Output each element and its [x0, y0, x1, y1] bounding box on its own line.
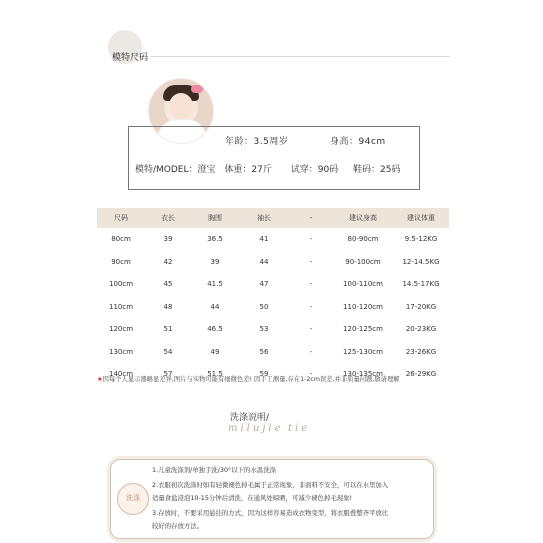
table-cell: 51	[163, 325, 173, 334]
model-tryon: 试穿：90码	[290, 165, 339, 175]
table-cell: 17-20KG	[405, 302, 437, 311]
model-shoe: 鞋码：25码	[353, 165, 401, 175]
size-table	[97, 208, 449, 386]
table-row	[97, 341, 449, 364]
table-cell: 41.5	[207, 280, 223, 289]
model-name: 模特/MODEL：澄宝	[135, 165, 216, 175]
table-row	[97, 251, 449, 274]
table-cell: 130-135cm	[343, 370, 383, 379]
table-cell: 41	[259, 235, 269, 244]
table-cell: -	[309, 347, 313, 356]
table-cell: 26-29KG	[405, 370, 437, 379]
col-header: -	[289, 208, 333, 228]
table-cell: 44	[259, 257, 269, 266]
washing-line: 较好的存放方法。	[152, 522, 204, 530]
washing-line: 适量食盐浸泡10-15分钟后清洗，在通风处晾晒，可减少褪色掉毛现象!	[152, 494, 353, 502]
header-divider	[150, 56, 450, 57]
table-cell: 125-130cm	[343, 347, 383, 356]
washing-script-a: milujie	[228, 423, 284, 434]
table-cell: -	[309, 257, 313, 266]
table-cell: -	[309, 370, 313, 379]
model-details-row	[135, 162, 407, 175]
table-row	[97, 296, 449, 319]
size-table-header	[97, 208, 449, 228]
washing-line: 1.儿童洗涤剂/单独手洗/30°以下的水温洗涤	[152, 466, 276, 474]
model-age: 年龄：3.5周岁	[225, 137, 289, 147]
table-cell: 130cm	[108, 347, 134, 356]
color-difference-note	[97, 374, 400, 383]
table-cell: 53	[259, 325, 269, 334]
table-cell: 120cm	[108, 325, 134, 334]
table-cell: 100-110cm	[343, 280, 383, 289]
washing-script-b: tie	[288, 423, 311, 434]
table-cell: 47	[259, 280, 269, 289]
table-cell: 50	[259, 302, 269, 311]
table-cell: 44	[210, 302, 220, 311]
table-cell: 56	[259, 347, 269, 356]
table-cell: 39	[210, 257, 220, 266]
washing-badge-label: 洗涤	[126, 494, 140, 502]
table-cell: 9.5-12KG	[404, 235, 438, 244]
table-cell: -	[309, 302, 313, 311]
table-cell: 39	[163, 235, 173, 244]
table-cell: 110-120cm	[343, 302, 383, 311]
hair-bow	[191, 85, 203, 93]
note-text: 因每个人显示器略显差异,图片与实物可能有细微色差! 因手工测量,存在1-2cm误差,并非质量问题,敬请理解	[102, 376, 400, 383]
table-cell: 23-26KG	[405, 347, 437, 356]
model-weight: 体重：27斤	[224, 165, 272, 175]
table-cell: 80-90cm	[347, 235, 379, 244]
table-cell: 110cm	[108, 302, 134, 311]
table-cell: 120-125cm	[343, 325, 383, 334]
table-cell: 140cm	[108, 370, 134, 379]
section-title: 模特尺码	[112, 53, 149, 63]
washing-line: 2.衣服初次洗涤时如有轻微褪色掉毛属于正常现象，非面料不安全，可以在水里加入	[152, 481, 389, 489]
table-cell: 12-14.5KG	[402, 257, 440, 266]
model-face	[169, 93, 193, 119]
washing-line: 3.存放时，不要采用悬挂的方式，因为这样容易造成衣物变型，将衣服叠整齐平放比	[152, 509, 389, 517]
table-row	[97, 318, 449, 341]
table-cell: 36.5	[207, 235, 223, 244]
col-header: 袖长	[239, 208, 289, 228]
col-header: 建议体重	[393, 208, 449, 228]
table-cell: 49	[210, 347, 220, 356]
table-cell: 42	[163, 257, 173, 266]
table-cell: 90cm	[111, 257, 131, 266]
table-row	[97, 228, 449, 251]
table-cell: 20-23KG	[405, 325, 437, 334]
table-cell: 59	[259, 370, 269, 379]
col-header: 建议身高	[333, 208, 393, 228]
table-cell: 46.5	[207, 325, 223, 334]
table-cell: 80cm	[111, 235, 131, 244]
table-cell: 51.5	[207, 370, 223, 379]
table-cell: 100cm	[108, 280, 134, 289]
star-icon: ★	[97, 376, 103, 383]
table-cell: 45	[163, 280, 173, 289]
washing-title: 洗涤说明/	[230, 413, 270, 423]
col-header: 尺码	[97, 208, 145, 228]
table-cell: -	[309, 235, 313, 244]
table-cell: 14.5-17KG	[402, 280, 440, 289]
table-cell: -	[309, 325, 313, 334]
table-row	[97, 273, 449, 296]
table-cell: 90-100cm	[345, 257, 381, 266]
table-cell: 54	[163, 347, 173, 356]
table-cell: 57	[163, 370, 173, 379]
table-cell: 48	[163, 302, 173, 311]
table-cell: -	[309, 280, 313, 289]
model-height: 身高：94cm	[330, 137, 386, 147]
col-header: 衣长	[145, 208, 191, 228]
col-header: 胸围	[191, 208, 239, 228]
